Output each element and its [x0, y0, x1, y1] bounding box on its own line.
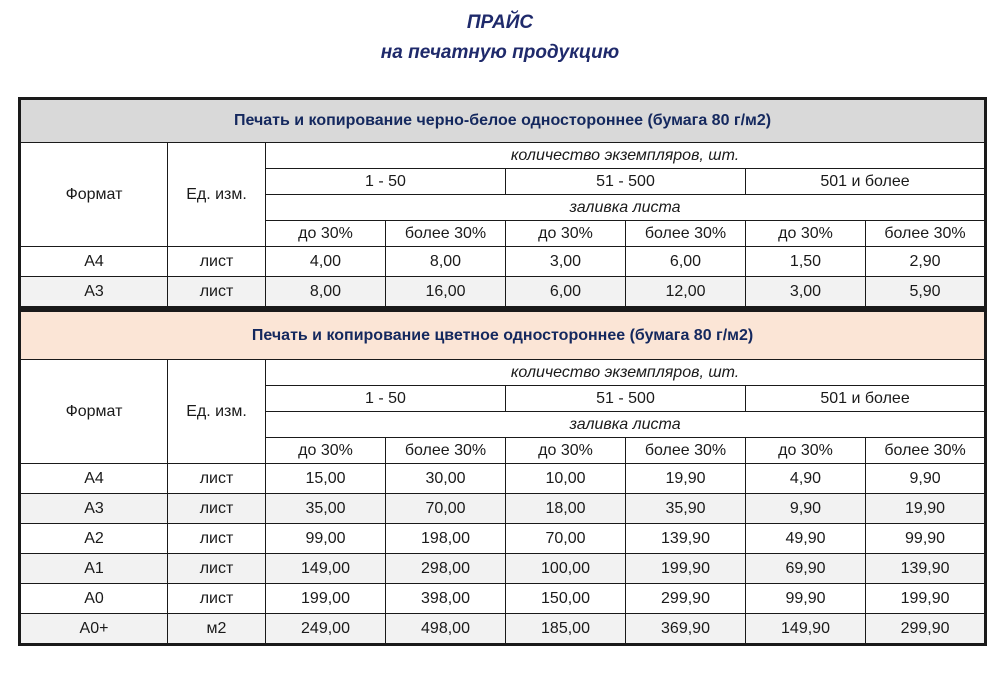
unit-cell: лист	[168, 524, 266, 554]
fill-level: до 30%	[746, 438, 866, 464]
price-cell: 15,00	[266, 464, 386, 494]
unit-cell: лист	[168, 494, 266, 524]
price-cell: 16,00	[386, 277, 506, 308]
bw-price-table	[18, 97, 987, 309]
price-cell: 149,90	[746, 614, 866, 645]
range-header: 501 и более	[746, 169, 986, 195]
fill-header: заливка листа	[266, 195, 986, 221]
price-cell: 8,00	[266, 277, 386, 308]
price-cell: 35,00	[266, 494, 386, 524]
price-cell: 8,00	[386, 247, 506, 277]
price-cell: 99,90	[746, 584, 866, 614]
unit-cell: лист	[168, 554, 266, 584]
title-line-1: ПРАЙС	[466, 12, 534, 33]
table-row	[20, 277, 986, 308]
table-row	[20, 554, 986, 584]
page-title	[0, 8, 1000, 68]
price-cell: 498,00	[386, 614, 506, 645]
range-header: 51 - 500	[506, 386, 746, 412]
price-cell: 3,00	[506, 247, 626, 277]
price-cell: 5,90	[866, 277, 986, 308]
range-header: 1 - 50	[266, 386, 506, 412]
price-cell: 199,90	[866, 584, 986, 614]
price-cell: 9,90	[746, 494, 866, 524]
price-cell: 19,90	[866, 494, 986, 524]
table-row	[20, 524, 986, 554]
format-cell: А0+	[20, 614, 168, 645]
fill-level: более 30%	[626, 438, 746, 464]
format-cell: А1	[20, 554, 168, 584]
fill-level: более 30%	[866, 221, 986, 247]
format-cell: А3	[20, 494, 168, 524]
unit-cell: лист	[168, 247, 266, 277]
price-cell: 299,90	[626, 584, 746, 614]
unit-header: Ед. изм.	[168, 360, 266, 464]
table-row	[20, 247, 986, 277]
format-cell: А4	[20, 464, 168, 494]
price-cell: 35,90	[626, 494, 746, 524]
section-title: Печать и копирование цветное одностороннее (бумага 80 г/м2)	[20, 311, 986, 360]
format-cell: А3	[20, 277, 168, 308]
price-cell: 139,90	[626, 524, 746, 554]
range-header: 51 - 500	[506, 169, 746, 195]
quantity-header: количество экземпляров, шт.	[266, 143, 986, 169]
table-row	[20, 494, 986, 524]
fill-header: заливка листа	[266, 412, 986, 438]
price-cell: 12,00	[626, 277, 746, 308]
price-cell: 18,00	[506, 494, 626, 524]
quantity-header: количество экземпляров, шт.	[266, 360, 986, 386]
price-cell: 6,00	[626, 247, 746, 277]
price-cell: 9,90	[866, 464, 986, 494]
color-price-table	[18, 309, 987, 646]
price-cell: 185,00	[506, 614, 626, 645]
fill-level: более 30%	[386, 221, 506, 247]
price-cell: 198,00	[386, 524, 506, 554]
unit-cell: лист	[168, 277, 266, 308]
price-cell: 69,90	[746, 554, 866, 584]
fill-level: до 30%	[266, 221, 386, 247]
fill-level: до 30%	[746, 221, 866, 247]
price-cell: 4,90	[746, 464, 866, 494]
price-cell: 2,90	[866, 247, 986, 277]
price-cell: 3,00	[746, 277, 866, 308]
price-cell: 4,00	[266, 247, 386, 277]
price-cell: 398,00	[386, 584, 506, 614]
unit-cell: м2	[168, 614, 266, 645]
price-cell: 30,00	[386, 464, 506, 494]
format-header: Формат	[20, 143, 168, 247]
price-cell: 199,00	[266, 584, 386, 614]
price-cell: 299,90	[866, 614, 986, 645]
fill-level: до 30%	[266, 438, 386, 464]
price-cell: 6,00	[506, 277, 626, 308]
price-cell: 70,00	[506, 524, 626, 554]
fill-level: более 30%	[866, 438, 986, 464]
price-cell: 139,90	[866, 554, 986, 584]
price-cell: 1,50	[746, 247, 866, 277]
price-cell: 99,00	[266, 524, 386, 554]
title-line-2: на печатную продукцию	[380, 42, 620, 63]
format-cell: А0	[20, 584, 168, 614]
table-row	[20, 584, 986, 614]
price-cell: 249,00	[266, 614, 386, 645]
format-header: Формат	[20, 360, 168, 464]
price-cell: 298,00	[386, 554, 506, 584]
fill-level: более 30%	[386, 438, 506, 464]
price-cell: 49,90	[746, 524, 866, 554]
format-cell: А4	[20, 247, 168, 277]
fill-level: до 30%	[506, 221, 626, 247]
price-cell: 149,00	[266, 554, 386, 584]
fill-level: до 30%	[506, 438, 626, 464]
price-cell: 70,00	[386, 494, 506, 524]
price-cell: 10,00	[506, 464, 626, 494]
range-header: 1 - 50	[266, 169, 506, 195]
price-cell: 369,90	[626, 614, 746, 645]
price-cell: 19,90	[626, 464, 746, 494]
unit-cell: лист	[168, 464, 266, 494]
fill-level: более 30%	[626, 221, 746, 247]
unit-header: Ед. изм.	[168, 143, 266, 247]
price-cell: 150,00	[506, 584, 626, 614]
price-cell: 199,90	[626, 554, 746, 584]
section-title: Печать и копирование черно-белое одностороннее (бумага 80 г/м2)	[20, 99, 986, 143]
price-cell: 99,90	[866, 524, 986, 554]
range-header: 501 и более	[746, 386, 986, 412]
table-row	[20, 464, 986, 494]
price-cell: 100,00	[506, 554, 626, 584]
table-row	[20, 614, 986, 645]
unit-cell: лист	[168, 584, 266, 614]
format-cell: А2	[20, 524, 168, 554]
